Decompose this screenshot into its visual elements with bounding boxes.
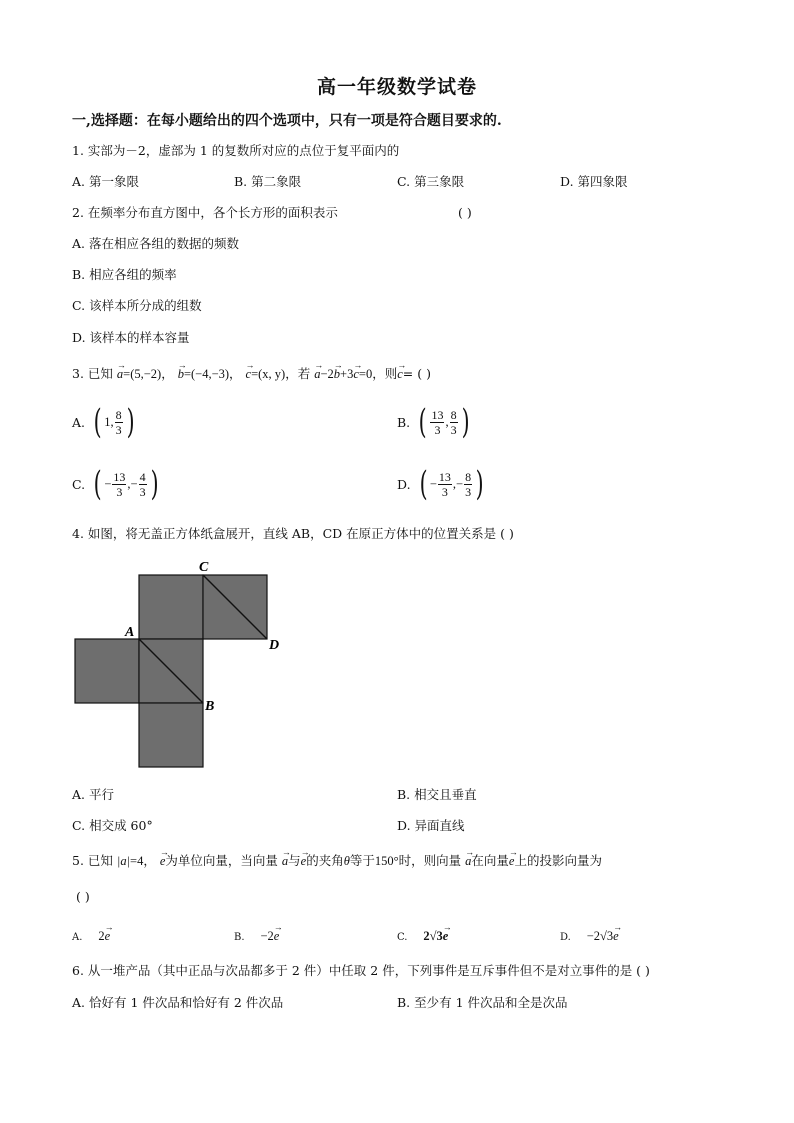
q6-stem: 6. 从一堆产品（其中正品与次品都多于 2 件）中任取 2 件，下列事件是互斥事件但不是对立事件的是 ( ) xyxy=(72,963,650,978)
q3-cond-end: =0 xyxy=(358,367,373,381)
q4-option-b: B. 相交且垂直 xyxy=(397,787,477,802)
vector-a-q5-2: → a xyxy=(465,853,471,869)
q5-option-c-label: C. xyxy=(397,932,408,943)
q6-option-b: B. 至少有 1 件次品和全是次品 xyxy=(397,995,568,1010)
q3-option-c-fraction-1 xyxy=(112,470,126,499)
q3-option-a-first: 1, xyxy=(104,414,114,429)
q5-abs-a: |a| xyxy=(116,854,131,868)
numerator: 13 xyxy=(113,469,126,484)
q5-option-b xyxy=(234,928,279,946)
q2-option-a: A. 落在相应各组的数据的频数 xyxy=(72,236,239,251)
separator: ,− xyxy=(127,476,138,491)
q3-option-a: A. ( 1, $\frac{8}{3}$ ) xyxy=(72,402,135,442)
q5-option-d xyxy=(560,928,619,946)
q5-option-d-label: D. xyxy=(560,932,571,943)
q5-option-a xyxy=(72,928,110,946)
q5-stem-3: 与 xyxy=(288,853,301,868)
q2-answer-blank: ( ) xyxy=(458,205,472,220)
q2-stem: 2. 在频率分布直方图中，各个长方形的面积表示 xyxy=(72,205,338,220)
vector-e: → e xyxy=(160,853,166,869)
denominator: 3 xyxy=(450,422,457,437)
vector-c-2: → c xyxy=(353,366,359,382)
q3-then: ，则 xyxy=(372,366,398,381)
denominator: 3 xyxy=(465,484,472,499)
vector-c: → c xyxy=(246,366,252,382)
q3-option-a-label: A. xyxy=(72,414,86,430)
theta-symbol: θ xyxy=(343,854,350,868)
vector-b-2: → b xyxy=(334,366,340,382)
minus-sign: − xyxy=(429,476,437,491)
denominator: 3 xyxy=(139,484,146,499)
q3-prefix: 3. 已知 xyxy=(72,366,113,381)
q4-stem: 4. 如图，将无盖正方体纸盒展开，直线 AB，CD 在原正方体中的位置关系是 ( ) xyxy=(72,526,514,541)
denominator: 3 xyxy=(441,484,448,499)
q1-option-d: D. 第四象限 xyxy=(560,174,628,189)
q5-stem-4: 的夹角 xyxy=(306,853,344,868)
q5-stem-7: 在向量 xyxy=(471,853,509,868)
numerator: 13 xyxy=(438,469,451,484)
label-c: C xyxy=(199,560,209,575)
q3-option-b-fraction-2 xyxy=(450,408,458,437)
net-square-top-left xyxy=(139,575,203,639)
denominator: 3 xyxy=(434,422,441,437)
q4-option-c: C. 相交成 60° xyxy=(72,818,153,833)
section-heading: 一,选择题：在每小题给出的四个选项中，只有一项是符合题目要求的. xyxy=(72,113,502,129)
page-title: 高一年级数学试卷 xyxy=(316,76,477,98)
q3-option-a-fraction xyxy=(115,408,123,437)
q5-stem xyxy=(72,853,602,869)
vector-e-opt-c: → e xyxy=(443,928,449,944)
net-square-middle-left xyxy=(75,639,139,703)
numerator: 8 xyxy=(465,469,472,484)
label-d: D xyxy=(269,638,280,653)
label-b: B xyxy=(205,699,215,714)
denominator: 3 xyxy=(116,484,123,499)
q3-cond-prefix: ，若 xyxy=(285,366,311,381)
q4-option-d: D. 异面直线 xyxy=(397,818,465,833)
q5-stem-2: 为单位向量，当向量 xyxy=(165,853,278,868)
vector-a-2: → a xyxy=(314,366,320,382)
q3-cond: −2 xyxy=(320,367,334,381)
q5-option-b-label: B. xyxy=(234,932,245,943)
cube-net-figure xyxy=(70,556,300,771)
q1-option-c: C. 第三象限 xyxy=(397,174,465,189)
q2-option-c: C. 该样本所分成的组数 xyxy=(72,298,202,313)
denominator: 3 xyxy=(115,422,122,437)
vector-a-q5: → a xyxy=(282,853,288,869)
q3-option-b-label: B. xyxy=(397,414,411,430)
q3-a-value: =(5,−2) xyxy=(123,367,162,381)
vector-a: → a xyxy=(117,366,123,382)
minus-sign: − xyxy=(104,476,112,491)
q3-option-c-fraction-2 xyxy=(139,470,147,499)
q3-option-b: B. ( $\frac{13}{3}$ , $\frac{8}{3}$ ) xyxy=(397,402,470,442)
q3-b-value: =(−4,−3) xyxy=(183,367,230,381)
q5-stem-1: 5. 已知 xyxy=(72,853,113,868)
q3-option-b-fraction-1 xyxy=(430,408,444,437)
vector-e-opt-d: → e xyxy=(613,928,619,944)
q5-option-a-coef: 2 xyxy=(98,929,105,943)
q3-option-d-fraction-1 xyxy=(438,470,452,499)
vector-e-opt-b: → e xyxy=(274,928,280,944)
q5-answer-blank: ( ) xyxy=(76,889,90,904)
q5-option-d-coef: −2√3 xyxy=(586,929,614,943)
q1-stem: 1. 实部为－2，虚部为 1 的复数所对应的点位于复平面内的 xyxy=(72,143,400,158)
numerator: 13 xyxy=(431,407,444,422)
q5-angle: 150° xyxy=(374,854,399,868)
q3-option-d-fraction-2 xyxy=(464,470,472,499)
label-a: A xyxy=(125,625,135,640)
q2-option-d: D. 该样本的样本容量 xyxy=(72,330,190,345)
q2-option-b: B. 相应各组的频率 xyxy=(72,267,177,282)
vector-e-2: → e xyxy=(301,853,307,869)
q1-option-b: B. 第二象限 xyxy=(234,174,302,189)
q3-option-c-label: C. xyxy=(72,476,86,492)
q5-stem-5: 等于 xyxy=(349,853,375,868)
vector-b: → b xyxy=(178,366,184,382)
q5-option-a-label: A. xyxy=(72,932,83,943)
q5-stem-8: 上的投影向量为 xyxy=(514,853,602,868)
numerator: 4 xyxy=(139,469,146,484)
vector-e-opt-a: → e xyxy=(105,928,111,944)
q5-option-b-coef: −2 xyxy=(260,929,274,943)
q3-stem: 3. 已知 → a=(5,−2)， → b=(−4,−3)， → c=(x, y)，若 → a−2→ b+3→ c=0，则→ c= ( ) xyxy=(72,366,431,382)
vector-e-3: → e xyxy=(509,853,515,869)
q3-cond-b: +3 xyxy=(340,367,354,381)
net-square-bottom xyxy=(139,703,203,767)
q5-eq4: =4， xyxy=(130,854,156,868)
q3-option-d: D. ( − $\frac{13}{3}$ ,− $\frac{8}{3}$ ) xyxy=(397,464,484,504)
q4-option-a: A. 平行 xyxy=(72,787,114,802)
separator: ,− xyxy=(452,476,464,491)
q3-option-c: C. ( − $\frac{13}{3}$ ,− $\frac{4}{3}$ ) xyxy=(72,464,159,504)
q1-option-a: A. 第一象限 xyxy=(72,174,139,189)
q3-c-value: =(x, y) xyxy=(251,367,286,381)
q6-option-a: A. 恰好有 1 件次品和恰好有 2 件次品 xyxy=(72,995,284,1010)
vector-c-3: → c xyxy=(397,366,403,382)
q3-option-d-label: D. xyxy=(397,476,411,492)
numerator: 8 xyxy=(115,407,122,422)
numerator: 8 xyxy=(450,407,457,422)
q5-stem-6: 时，则向量 xyxy=(398,853,462,868)
q5-option-c xyxy=(397,928,448,946)
q3-answer-blank: = ( ) xyxy=(402,366,431,381)
q5-option-c-coef: 2√3 xyxy=(423,929,443,943)
